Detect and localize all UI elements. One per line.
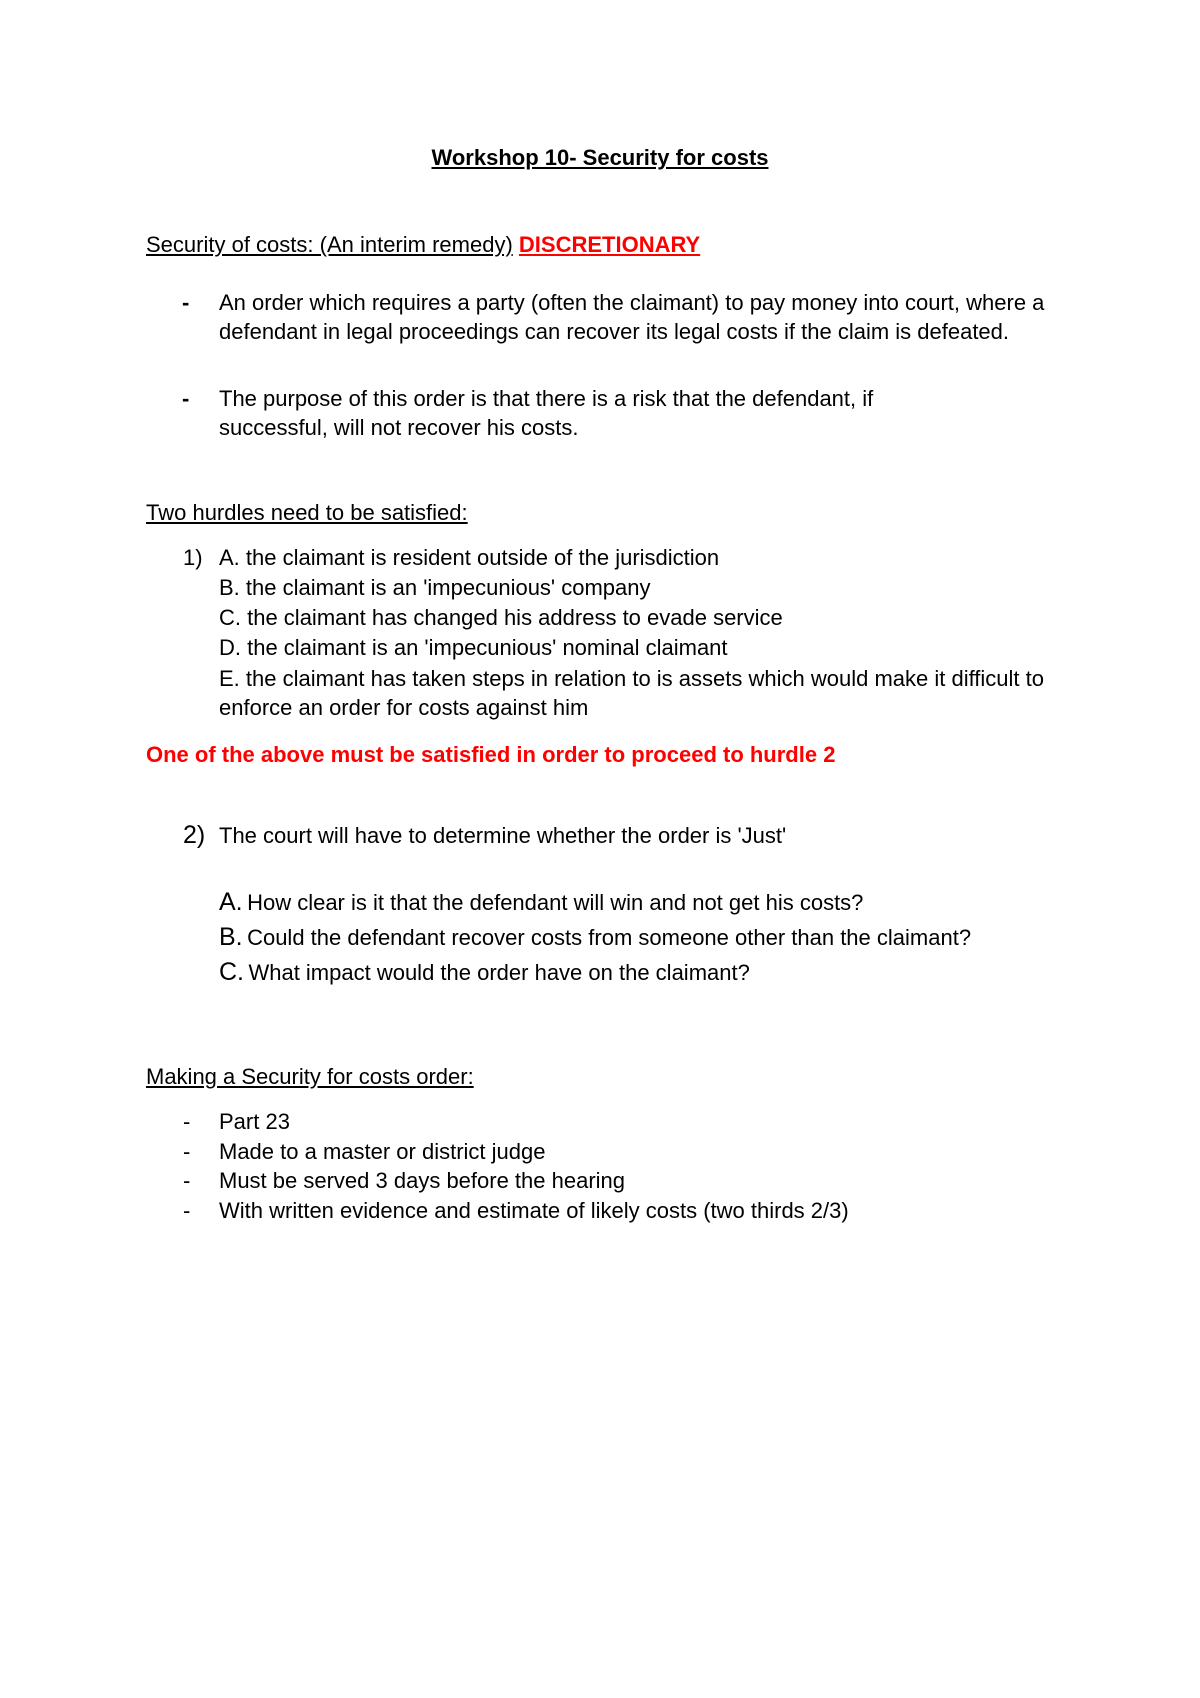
hurdle-2-text: The court will have to determine whether the order is 'Just' xyxy=(219,823,787,848)
hurdle-2-number: 2) xyxy=(183,821,206,849)
hurdle-1-item-a: A. the claimant is resident outside of the jurisdiction xyxy=(219,545,720,570)
hurdle-2-item-c xyxy=(219,958,750,987)
making-item-4: With written evidence and estimate of likely costs (two thirds 2/3) xyxy=(219,1198,849,1223)
item-text: Could the defendant recover costs from someone other than the claimant? xyxy=(247,925,972,950)
security-bullet-2: The purpose of this order is that there is a risk that the defendant, if successful, will not recover his costs. xyxy=(219,386,874,440)
security-heading: Security of costs: (An interim remedy) xyxy=(146,232,513,257)
making-item-1: Part 23 xyxy=(219,1109,290,1134)
document-title: Workshop 10- Security for costs xyxy=(431,145,769,170)
hurdle-1-number: 1) xyxy=(183,545,203,570)
security-bullet-1: An order which requires a party (often the claimant) to pay money into court, where a defendant in legal proceedings can recover its legal costs if the claim is defeated. xyxy=(219,290,1045,344)
bullet-marker: - xyxy=(183,1198,191,1223)
bullet-marker: - xyxy=(183,1109,191,1134)
item-text: How clear is it that the defendant will win and not get his costs? xyxy=(247,890,864,915)
making-heading: Making a Security for costs order: xyxy=(146,1064,474,1089)
hurdle-2-item-a xyxy=(219,888,863,917)
item-letter: C. xyxy=(219,958,244,986)
hurdle-2-item-b xyxy=(219,923,971,952)
item-text: What impact would the order have on the claimant? xyxy=(248,960,750,985)
hurdles-heading: Two hurdles need to be satisfied: xyxy=(146,500,468,525)
hurdle-1-item-c: C. the claimant has changed his address to evade service xyxy=(219,605,783,630)
item-letter: B. xyxy=(219,923,243,951)
discretionary-tag: DISCRETIONARY xyxy=(518,232,701,257)
bullet-marker: - xyxy=(183,1168,191,1193)
hurdle-note: One of the above must be satisfied in order to proceed to hurdle 2 xyxy=(146,742,836,767)
hurdle-1-item-e: E. the claimant has taken steps in relation to is assets which would make it difficult to enforce an order for costs against him xyxy=(219,666,1044,720)
making-item-2: Made to a master or district judge xyxy=(219,1139,546,1164)
hurdle-1-item-d: D. the claimant is an 'impecunious' nominal claimant xyxy=(219,635,728,660)
bullet-marker: - xyxy=(182,290,190,315)
security-heading-line xyxy=(146,232,700,258)
item-letter: A. xyxy=(219,888,243,916)
making-item-3: Must be served 3 days before the hearing xyxy=(219,1168,626,1193)
bullet-marker: - xyxy=(183,1139,191,1164)
hurdle-1-item-b: B. the claimant is an 'impecunious' company xyxy=(219,575,651,600)
bullet-marker: - xyxy=(182,386,190,411)
